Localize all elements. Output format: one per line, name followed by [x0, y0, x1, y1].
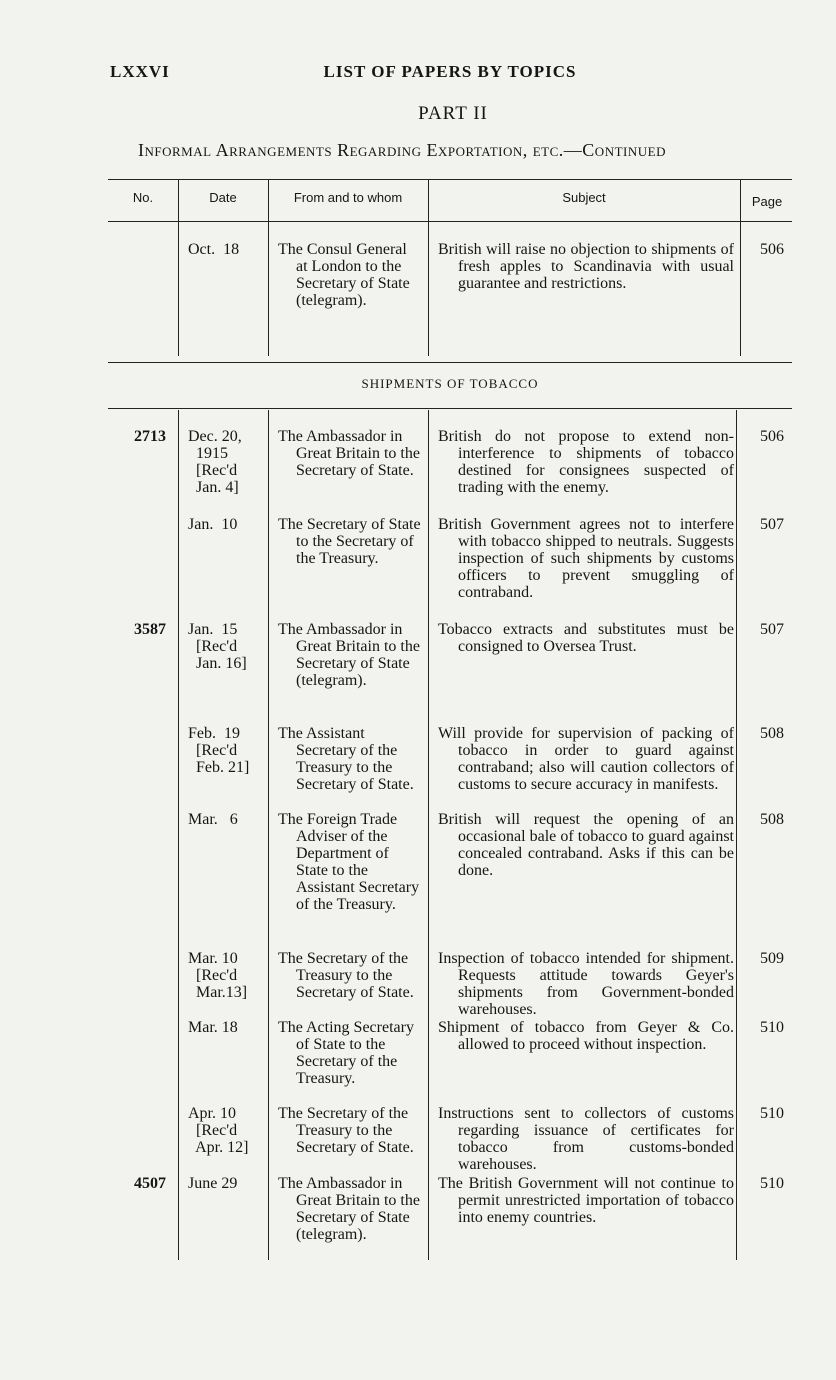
column-header-from: From and to whom — [293, 190, 403, 205]
entry-date: Dec. 20, 1915 [Rec'd Jan. 4] — [188, 428, 242, 496]
entry-number: 4507 — [134, 1175, 166, 1192]
entry-page: 510 — [760, 1019, 784, 1036]
entry-from: The Ambassador in Great Britain to the Secretary of State. — [278, 428, 420, 479]
entry-subject: Tobacco extracts and substitutes must be consigned to Oversea Trust. — [438, 621, 734, 655]
entry-subject: British Government agrees not to interfere with tobacco shipped to neutrals. Suggests inspection of such shipments by customs officers to prevent smuggling of contraband. — [438, 516, 734, 601]
table1-bottom-rule — [108, 362, 792, 363]
entry-number: 3587 — [134, 621, 166, 638]
section-title: Informal Arrangements Regarding Exportation, etc.—Continued — [138, 140, 666, 160]
entry-from: The Acting Secretary of State to the Secretary of the Treasury. — [278, 1019, 414, 1087]
page-number: LXXVI — [110, 62, 170, 81]
entry-date: Jan. 10 — [188, 516, 238, 533]
entry-date: Apr. 10 [Rec'd Apr. 12] — [188, 1105, 249, 1156]
entry-from: The Ambassador in Great Britain to the Secretary of State (telegram). — [278, 1175, 420, 1243]
entry-from: The Secretary of State to the Secretary of the Treasury. — [278, 516, 421, 567]
table-top-rule — [108, 179, 792, 180]
entry-page: 506 — [760, 428, 784, 445]
entry-subject: British will request the opening of an occasional bale of tobacco to guard against concealed contraband. Asks if this can be done. — [438, 811, 734, 879]
entry-from: The Consul General at London to the Secretary of State (telegram). — [278, 241, 410, 309]
column-divider — [428, 180, 429, 356]
entry-date: Mar. 18 — [188, 1019, 238, 1036]
entry-from: The Secretary of the Treasury to the Secretary of State. — [278, 950, 414, 1001]
column-divider — [178, 410, 179, 1260]
entry-subject: Instructions sent to collectors of customs regarding issuance of certificates for tobacco from customs-bonded warehouses. — [438, 1105, 734, 1173]
column-header-no: No. — [132, 190, 154, 205]
entry-subject: British do not propose to extend non-interference to shipments of tobacco destined for consignees suspected of trading with the enemy. — [438, 428, 734, 496]
column-divider — [428, 410, 429, 1260]
entry-from: The Assistant Secretary of the Treasury to the Secretary of State. — [278, 725, 414, 793]
entry-from: The Ambassador in Great Britain to the Secretary of State (telegram). — [278, 621, 420, 689]
column-divider — [178, 180, 179, 356]
entry-date: Mar. 10 [Rec'd Mar.13] — [188, 950, 248, 1001]
entry-number: 2713 — [134, 428, 166, 445]
entry-subject: British will raise no objection to shipments of fresh apples to Scandinavia with usual guarantee and restrictions. — [438, 241, 734, 292]
column-divider — [736, 410, 737, 1260]
entry-page: 510 — [760, 1175, 784, 1192]
column-header-date: Date — [209, 190, 237, 205]
entry-date: Feb. 19 [Rec'd Feb. 21] — [188, 725, 250, 776]
entry-page: 508 — [760, 725, 784, 742]
entry-date: Jan. 15 [Rec'd Jan. 16] — [188, 621, 247, 672]
header-bottom-rule — [108, 221, 792, 222]
entry-page: 508 — [760, 811, 784, 828]
part-heading: PART II — [418, 103, 488, 124]
entry-page: 509 — [760, 950, 784, 967]
column-divider — [268, 410, 269, 1260]
entry-page: 506 — [760, 241, 784, 258]
entry-from: The Secretary of the Treasury to the Secretary of State. — [278, 1105, 414, 1156]
entry-page: 507 — [760, 516, 784, 533]
entry-date: Mar. 6 — [188, 811, 238, 828]
entry-page: 510 — [760, 1105, 784, 1122]
table2-top-rule — [108, 408, 792, 409]
column-header-page: Page — [751, 194, 783, 209]
column-divider — [268, 180, 269, 356]
entry-page: 507 — [760, 621, 784, 638]
entry-date: Oct. 18 — [188, 241, 240, 258]
entry-date: June 29 — [188, 1175, 238, 1192]
entry-subject: The British Government will not continue to permit unrestricted importation of tobacco into enemy countries. — [438, 1175, 734, 1226]
entry-subject: Inspection of tobacco intended for shipment. Requests attitude towards Geyer's shipments from Government-bonded warehouses. — [438, 950, 734, 1018]
column-header-subject: Subject — [562, 190, 606, 205]
subsection-title: SHIPMENTS OF TOBACCO — [361, 376, 539, 391]
entry-from: The Foreign Trade Adviser of the Department of State to the Assistant Secretary of the Treasury. — [278, 811, 420, 913]
running-title: LIST OF PAPERS BY TOPICS — [323, 62, 577, 81]
entry-subject: Shipment of tobacco from Geyer & Co. allowed to proceed without inspection. — [438, 1019, 734, 1053]
entry-subject: Will provide for supervision of packing of tobacco in order to guard against contraband; also will caution collectors of customs to secure accuracy in manifests. — [438, 725, 734, 793]
